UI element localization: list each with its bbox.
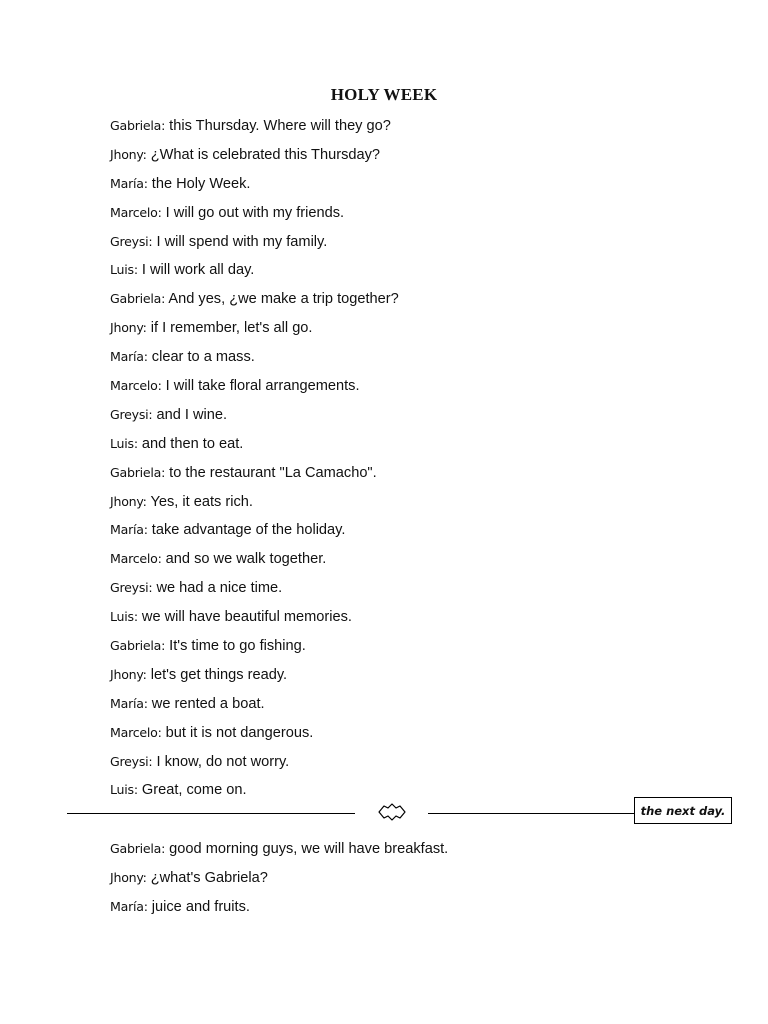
speaker-name: Jhony	[110, 869, 143, 885]
dialogue-line	[110, 289, 670, 318]
scene-break-label: the next day.	[634, 797, 732, 824]
dialogue-line	[110, 607, 670, 636]
speaker-name: Jhony	[110, 493, 143, 509]
dialogue-line	[110, 434, 670, 463]
dialogue-line	[110, 116, 670, 145]
dialogue-line	[110, 752, 670, 781]
speaker-separator: :	[133, 609, 138, 625]
speaker-name: Marcelo	[110, 551, 158, 567]
speaker-separator: :	[143, 522, 148, 538]
dialogue-text: to the restaurant "La Camacho".	[165, 464, 377, 481]
speaker-separator: :	[142, 869, 147, 885]
speaker-name: Luis	[110, 609, 134, 625]
dialogue-line	[110, 636, 670, 665]
speaker-separator: :	[148, 753, 153, 769]
divider-left	[67, 813, 355, 814]
speaker-name: Marcelo	[110, 378, 158, 394]
dialogue-line	[110, 549, 670, 578]
dialogue-text: if I remember, let's all go.	[146, 320, 313, 337]
dialogue-text: I will work all day.	[137, 262, 255, 279]
speaker-separator: :	[161, 464, 166, 480]
speaker-separator: :	[161, 118, 166, 133]
dialogue-line	[110, 694, 670, 723]
dialogue-text: And yes, ¿we make a trip together?	[165, 291, 399, 308]
dialogue-text: Great, come on.	[137, 782, 247, 799]
dialogue-line	[110, 232, 670, 261]
speaker-name: María	[110, 695, 144, 711]
speaker-separator: :	[143, 349, 148, 365]
speaker-separator: :	[142, 493, 147, 509]
speaker-separator: :	[157, 378, 162, 394]
dialogue-list-next-day	[110, 839, 670, 926]
speaker-separator: :	[133, 435, 138, 451]
speaker-name: Greysi	[110, 580, 149, 596]
speaker-separator: :	[142, 320, 147, 336]
speaker-separator: :	[161, 841, 166, 856]
dialogue-text: we had a nice time.	[152, 580, 283, 597]
dialogue-list	[110, 116, 670, 809]
divider-right	[428, 813, 634, 814]
dialogue-line	[110, 520, 670, 549]
speaker-name: Greysi	[110, 406, 149, 422]
dialogue-text: take advantage of the holiday.	[147, 522, 346, 539]
dialogue-line	[110, 203, 670, 232]
speaker-name: Gabriela	[110, 118, 162, 133]
speaker-name: Greysi	[110, 233, 149, 249]
speaker-name: Marcelo	[110, 724, 158, 740]
speaker-separator: :	[143, 175, 148, 191]
speaker-name: Luis	[110, 782, 134, 798]
speaker-name: María	[110, 898, 144, 914]
speaker-separator: :	[148, 580, 153, 596]
speaker-separator: :	[142, 146, 147, 162]
dialogue-text: juice and fruits.	[147, 898, 250, 915]
dialogue-text: and so we walk together.	[161, 551, 327, 568]
dialogue-text: It's time to go fishing.	[165, 638, 306, 655]
speaker-separator: :	[143, 695, 148, 711]
dialogue-text: Yes, it eats rich.	[146, 493, 253, 510]
scroll-icon	[374, 801, 410, 823]
speaker-name: María	[110, 349, 144, 365]
speaker-separator: :	[143, 898, 148, 914]
speaker-name: Luis	[110, 262, 134, 278]
speaker-separator: :	[148, 406, 153, 422]
dialogue-text: but it is not dangerous.	[161, 724, 314, 741]
speaker-separator: :	[157, 204, 162, 220]
dialogue-line	[110, 260, 670, 289]
dialogue-text: I will go out with my friends.	[161, 204, 345, 221]
dialogue-line	[110, 578, 670, 607]
speaker-name: Jhony	[110, 320, 143, 336]
speaker-name: Jhony	[110, 666, 143, 682]
speaker-separator: :	[148, 233, 153, 249]
dialogue-text: I will take floral arrangements.	[161, 378, 360, 395]
speaker-name: Jhony	[110, 146, 143, 162]
speaker-name: María	[110, 175, 144, 191]
dialogue-line	[110, 405, 670, 434]
dialogue-text: ¿what's Gabriela?	[146, 869, 268, 886]
dialogue-line	[110, 868, 670, 897]
speaker-name: Gabriela	[110, 638, 162, 654]
speaker-name: María	[110, 522, 144, 538]
dialogue-text: good morning guys, we will have breakfast.	[165, 841, 449, 857]
dialogue-line	[110, 174, 670, 203]
speaker-separator: :	[161, 291, 166, 307]
dialogue-text: we will have beautiful memories.	[137, 609, 352, 626]
dialogue-line	[110, 492, 670, 521]
dialogue-line	[110, 723, 670, 752]
dialogue-text: we rented a boat.	[147, 695, 265, 712]
speaker-separator: :	[133, 782, 138, 798]
speaker-name: Gabriela	[110, 464, 162, 480]
dialogue-text: let's get things ready.	[146, 666, 288, 683]
dialogue-line	[110, 839, 670, 868]
speaker-separator: :	[157, 724, 162, 740]
dialogue-line	[110, 347, 670, 376]
dialogue-line	[110, 145, 670, 174]
speaker-name: Greysi	[110, 753, 149, 769]
speaker-separator: :	[161, 638, 166, 654]
dialogue-line	[110, 665, 670, 694]
dialogue-text: I will spend with my family.	[152, 233, 328, 250]
dialogue-line	[110, 463, 670, 492]
dialogue-text: I know, do not worry.	[152, 753, 290, 770]
speaker-name: Luis	[110, 435, 134, 451]
dialogue-text: ¿What is celebrated this Thursday?	[146, 146, 381, 163]
speaker-separator: :	[133, 262, 138, 278]
dialogue-text: and I wine.	[152, 406, 228, 423]
page-title: HOLY WEEK	[330, 85, 438, 104]
dialogue-line	[110, 318, 670, 347]
speaker-name: Marcelo	[110, 204, 158, 220]
dialogue-text: the Holy Week.	[147, 175, 251, 192]
speaker-separator: :	[157, 551, 162, 567]
dialogue-text: this Thursday. Where will they go?	[165, 118, 391, 134]
dialogue-line	[110, 376, 670, 405]
dialogue-line	[110, 897, 670, 926]
speaker-separator: :	[142, 666, 147, 682]
dialogue-text: and then to eat.	[137, 435, 244, 452]
speaker-name: Gabriela	[110, 841, 162, 856]
dialogue-text: clear to a mass.	[147, 349, 255, 366]
speaker-name: Gabriela	[110, 291, 162, 307]
